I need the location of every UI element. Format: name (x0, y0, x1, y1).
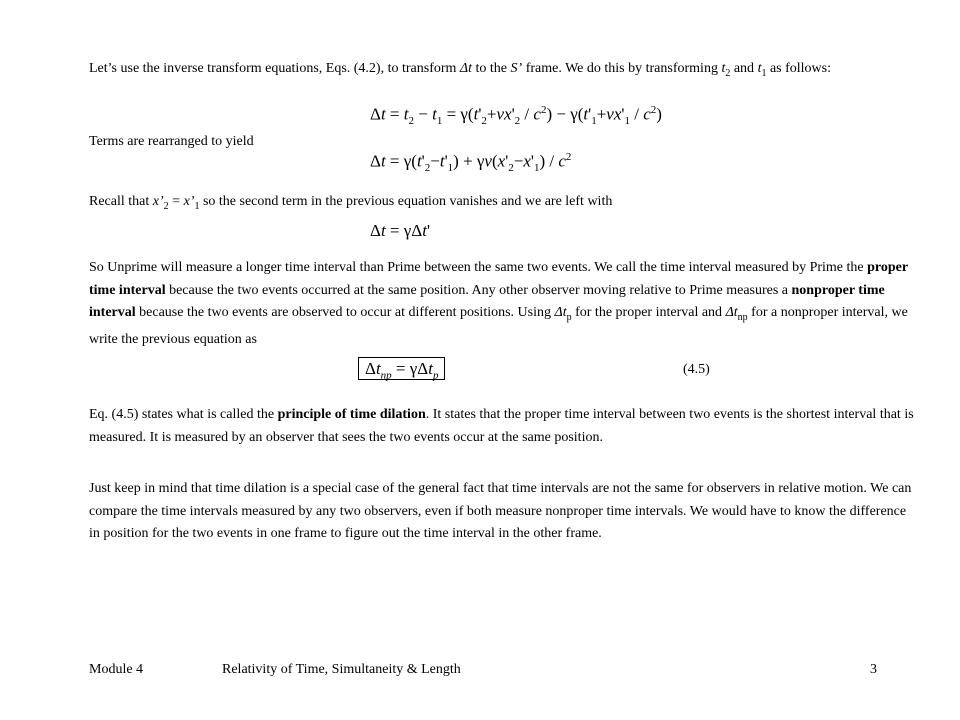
intro-paragraph: Let’s use the inverse transform equations, Eqs. (4.2), to transform Δt to the S’ frame. We do this by transforming $t_2$ and $t_1$ as follows: (89, 61, 832, 79)
proper-time-paragraph: So Unprime will measure a longer time interval than Prime between the same two events. We call the time interval measured by Prime the proper time interval because the two events occurred at the same position. Any other observer moving relative to Prime measures a nonproper time interval because the two events are observed to occur at different positions. Using $\Delta t_p$ for the proper interval and $\Delta t_{np}$ for a nonproper interval, we write the previous equation as (89, 260, 908, 348)
equation-inverse-transform: $\Delta t = t_2 - t_1 = \gamma(t'_2+vx'_2 / c^2) - \gamma(t'_1+vx'_1 / c^2)$ (370, 104, 662, 128)
equation-number: (4.5) (683, 362, 710, 377)
footer-title: Relativity of Time, Simultaneity & Length (222, 662, 461, 677)
closing-paragraph: Just keep in mind that time dilation is a special case of the general fact that time intervals are not the same for observers in relative motion. We can compare the time intervals measured by any two observers, even if both measure nonproper time intervals. We would have to know the difference in position for the two events in one frame to figure out the time interval in the other frame. (89, 481, 912, 541)
equation-rearranged: $\Delta t = \gamma(t'_2-t'_1) + \gamma v(x'_2-x'_1) / c^2$ (370, 151, 572, 175)
principle-paragraph: Eq. (4.5) states what is called the principle of time dilation. It states that the proper time interval between two events is the shortest interval that is measured. It is measured by an observer that sees the two events occur at the same position. (89, 407, 914, 445)
recall-paragraph: Recall that $x’_2$ = $x’_1$ so the second term in the previous equation vanishes and we are left with (89, 194, 613, 212)
equation-time-dilation-boxed: $\Delta t_{np} = \gamma\Delta t_p$ (358, 359, 445, 381)
equation-time-dilation-simple: Δt = γΔt' (370, 221, 431, 240)
footer-module: Module 4 (89, 662, 144, 677)
footer-page-number: 3 (870, 662, 877, 677)
rearrange-paragraph: Terms are rearranged to yield (89, 134, 254, 149)
